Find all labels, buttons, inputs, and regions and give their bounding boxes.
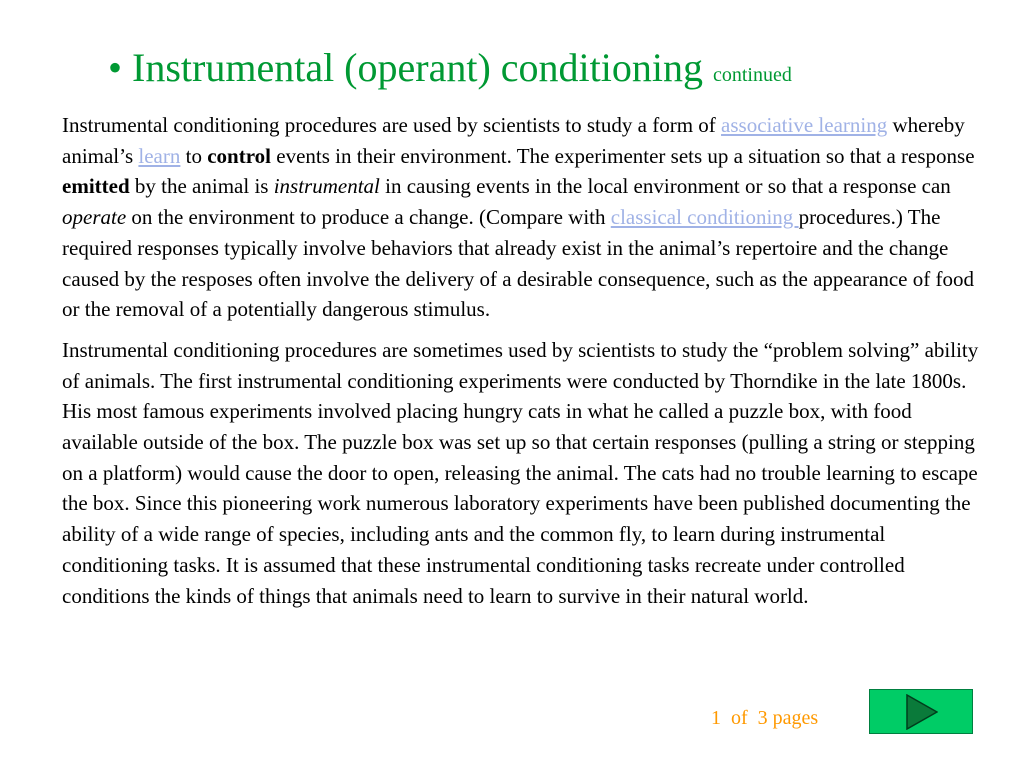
bullet: •	[108, 45, 123, 90]
slide-title	[108, 44, 792, 99]
associative-learning-link[interactable]: associative learning	[721, 113, 888, 137]
text-segment: by the animal is	[129, 174, 274, 199]
title-suffix: continued	[712, 64, 792, 86]
classical-conditioning-link[interactable]: classical conditioning	[610, 205, 799, 230]
page-indicator: 1 of 3 pages	[711, 707, 819, 729]
play-arrow-icon	[906, 694, 938, 730]
text-segment: procedures.) The required responses typically involve behaviors that already exist in the animal’s repertoire and the change caused by the resposes often involve the delivery of a desirable consequence, such as the appearance of food or the removal of a potentially dangerous stimulus.	[62, 205, 974, 322]
bold-control: control	[207, 143, 272, 168]
italic-instrumental: instrumental	[273, 174, 380, 199]
title-main: Instrumental (operant) conditioning	[132, 45, 703, 90]
learn-link[interactable]: learn	[138, 143, 181, 168]
next-page-button[interactable]	[869, 689, 973, 734]
text-segment: in causing events in the local environment or so that a response can	[379, 174, 951, 199]
text-segment: Instrumental conditioning procedures are used by scientists to study a form of	[62, 113, 722, 137]
italic-operate: operate	[62, 205, 127, 230]
bold-emitted: emitted	[62, 174, 130, 199]
text-segment: events in their environment. The experimenter sets up a situation so that a response	[271, 143, 975, 168]
paragraph-1	[62, 110, 992, 325]
paragraph-2: Instrumental conditioning procedures are sometimes used by scientists to study the “problem solving” ability of animals. The first instrumental conditioning experiments were conducted by Thorndike in the late 1800s. His most famous experiments involved placing hungry cats in what he called a puzzle box, with food available outside of the box. The puzzle box was set up so that certain responses (pulling a string or stepping on a platform) would cause the door to open, releasing the animal. The cats had no trouble learning to escape the box. Since this pioneering work numerous laboratory experiments have been published documenting the ability of a wide range of species, including ants and the common fly, to learn during instrumental conditioning tasks. It is assumed that these instrumental conditioning tasks recreate under controlled conditions the kinds of things that animals need to learn to survive in their natural world.	[62, 337, 979, 608]
text-segment: on the environment to produce a change. (Compare with	[126, 205, 611, 230]
text-segment: to	[180, 143, 208, 168]
slide-body	[62, 110, 992, 611]
text-segment: whereby animal’s	[62, 113, 965, 168]
